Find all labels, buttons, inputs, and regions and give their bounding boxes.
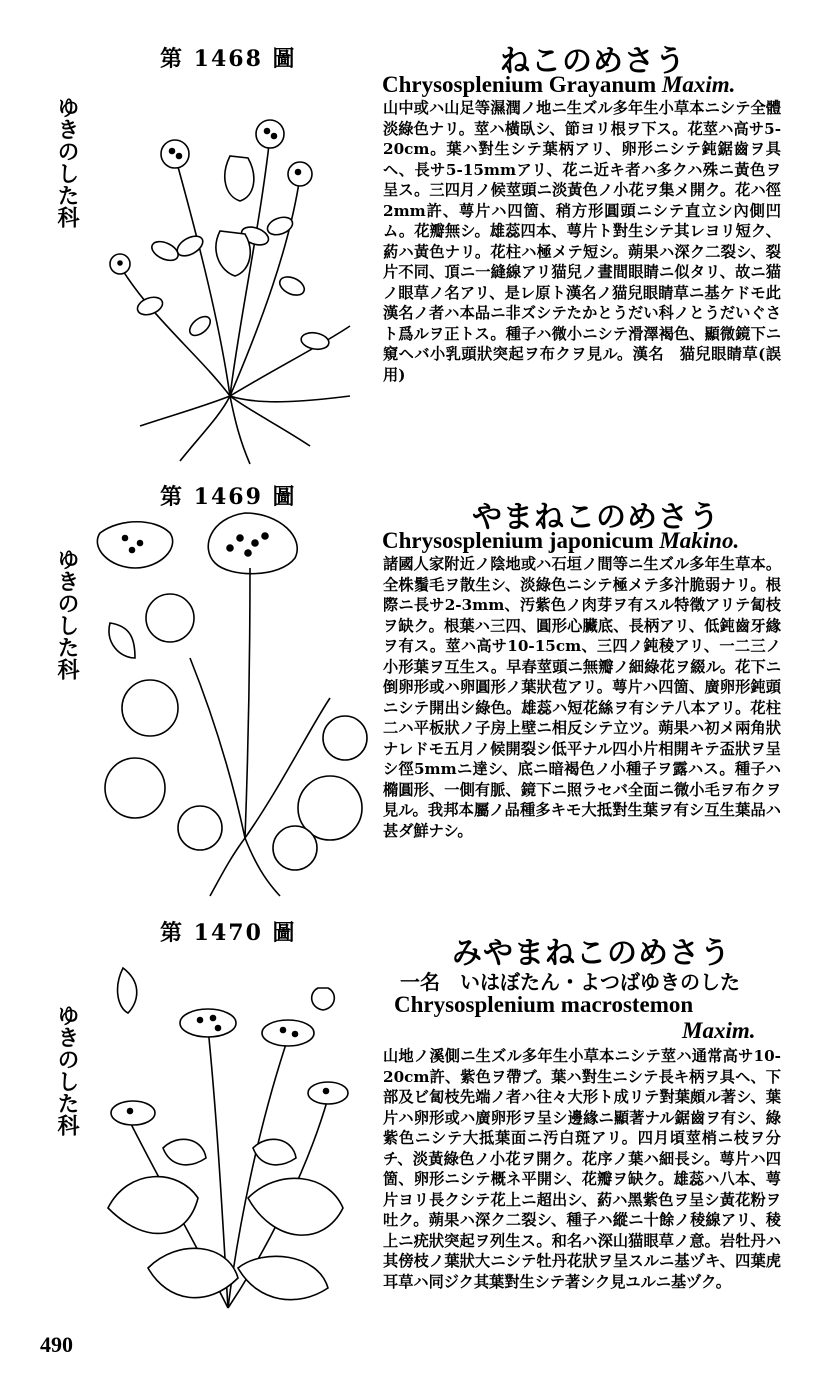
scientific-name	[394, 992, 693, 1018]
plant-illustration	[80, 508, 380, 898]
author: Makino.	[659, 528, 740, 553]
page-number: 490	[40, 1332, 73, 1357]
author: Maxim.	[682, 1018, 756, 1043]
genus-species: Chrysosplenium Grayanum	[382, 72, 657, 97]
figure-number: 第 1470 圖	[160, 920, 297, 946]
japanese-name: みやまねこのめさう	[452, 936, 731, 971]
scientific-author	[682, 1018, 755, 1044]
alternate-names: 一名 いはぼたん・よつばゆきのした	[400, 970, 740, 994]
japanese-name: やまねこのめさう	[472, 500, 720, 535]
plant-illustration	[88, 948, 368, 1318]
family-label: ゆきのした科	[54, 548, 80, 680]
author: Maxim.	[661, 72, 736, 97]
entry-1469	[0, 478, 840, 908]
figure-number: 第 1469 圖	[160, 484, 297, 510]
family-label: ゆきのした科	[54, 1004, 80, 1136]
japanese-name: ねこのめさう	[500, 44, 686, 79]
figure-number: 第 1468 圖	[160, 46, 297, 72]
genus-species: Chrysosplenium japonicum	[382, 528, 654, 553]
scientific-name	[382, 72, 735, 98]
genus-species: Chrysosplenium macrostemon	[394, 992, 694, 1017]
plant-illustration	[80, 66, 370, 466]
entry-1470	[0, 912, 840, 1322]
description: 山中或ハ山足等濕潤ノ地ニ生ズル多年生小草本ニシテ全體淡綠色ナリ。莖ハ橫臥シ、節ヨリ根ヲ下ス。花莖ハ高サ5-20cm。葉ハ對生シテ葉柄アリ、卵形ニシテ鈍鋸齒ヲ具ヘ、長サ5-15mmアリ、花ニ近キ者ハ多クハ殊ニ黃色ヲ呈ス。三四月ノ候莖頭ニ淡黃色ノ小花ヲ集メ開ク。花ハ徑2mm許、萼片ハ四箇、稍方形圓頭ニシテ直立シ內側凹ム。花瓣無シ。雄蕊四本、萼片ト對生シテ其レヨリ短ク、葯ハ黃色ナリ。花柱ハ極メテ短シ。蒴果ハ深ク二裂シ、裂片不同、頂ニ一縫線アリ猫兒ノ晝間眼睛ニ似タリ、故ニ猫ノ眼草ノ名アリ、是レ原ト漢名ノ猫兒眼睛草ニ基ケドモ此漢名ノ者ハ本品ニ非ズシテたかとうだい科ノとうだいぐさト爲ルヲ正トス。種子ハ微小ニシテ滑澤褐色、顯微鏡下ニ窺ヘバ小乳頭狀突起ヲ布クヲ見ル。漢名 猫兒眼睛草(誤用)	[383, 99, 781, 384]
description: 山地ノ溪側ニ生ズル多年生小草本ニシテ莖ハ通常高サ10-20cm許、紫色ヲ帶ブ。葉ハ對生ニシテ長キ柄ヲ具ヘ、下部及ビ匐枝先端ノ者ハ往々大形ト成リテ對葉頗ル著シ、葉片ハ卵形或ハ廣卵形ヲ呈シ邊緣ニ顯著ナル鋸齒ヲ有シ、綠紫色ニシテ大抵葉面ニ汚白斑アリ。四月頃莖梢ニ枝ヲ分チ、淡黃綠色ノ小花ヲ開ク。花序ノ葉ハ細長シ。萼片ハ四箇、卵形ニシテ概ネ平開シ、花瓣ヲ缺ク。雄蕊ハ八本、萼片ヨリ長クシテ花上ニ超出シ、葯ハ黑紫色ヲ呈シ黃花粉ヲ吐ク。蒴果ハ深ク二裂シ、種子ハ縱ニ十餘ノ稜線アリ、稜上ニ疣狀突起ヲ列生ス。和名ハ深山猫眼草ノ意。岩牡丹ハ其傍枝ノ葉狀大ニシテ牡丹花狀ヲ呈スルニ基ヅキ、四葉虎耳草ハ同ジク其葉對生シテ著シク見ユルニ基ヅク。	[383, 1047, 781, 1291]
scientific-name	[382, 528, 739, 554]
description: 諸國人家附近ノ陰地或ハ石垣ノ間等ニ生ズル多年生草本。全株鬚毛ヲ散生シ、淡綠色ニシテ極メテ多汁脆弱ナリ。根際ニ長サ2-3mm、汚紫色ノ肉芽ヲ有スル特徵アリテ匐枝ヲ缺ク。根葉ハ三四、圓形心臟底、長柄アリ、低鈍齒牙緣ヲ有ス。莖ハ高サ10-15cm、三四ノ鈍稜アリ、一二三ノ小形葉ヲ互生ス。早春莖頭ニ無瓣ノ細綠花ヲ綴ル。花下ニ倒卵形或ハ卵圓形ノ葉狀苞アリ。萼片ハ四箇、廣卵形鈍頭ニシテ開出シ綠色。雄蕊ハ短花絲ヲ有シテ八本アリ。花柱二ハ平板狀ノ子房上壁ニ相反シテ立ツ。蒴果ハ初メ兩角狀ナレドモ五月ノ候開裂シ低平ナル四小片相開キテ盃狀ヲ呈シ徑5mmニ達シ、底ニ暗褐色ノ小種子ヲ露ハス。種子ハ橢圓形、一側有脈、鏡下ニ照ラセバ全面ニ微小毛ヲ布クヲ見ル。我邦本屬ノ品種多キモ大抵對生葉ヲ有シ互生葉品ハ甚ダ鮮ナシ。	[383, 555, 781, 840]
entry-1468	[0, 0, 840, 475]
family-label: ゆきのした科	[54, 96, 80, 228]
